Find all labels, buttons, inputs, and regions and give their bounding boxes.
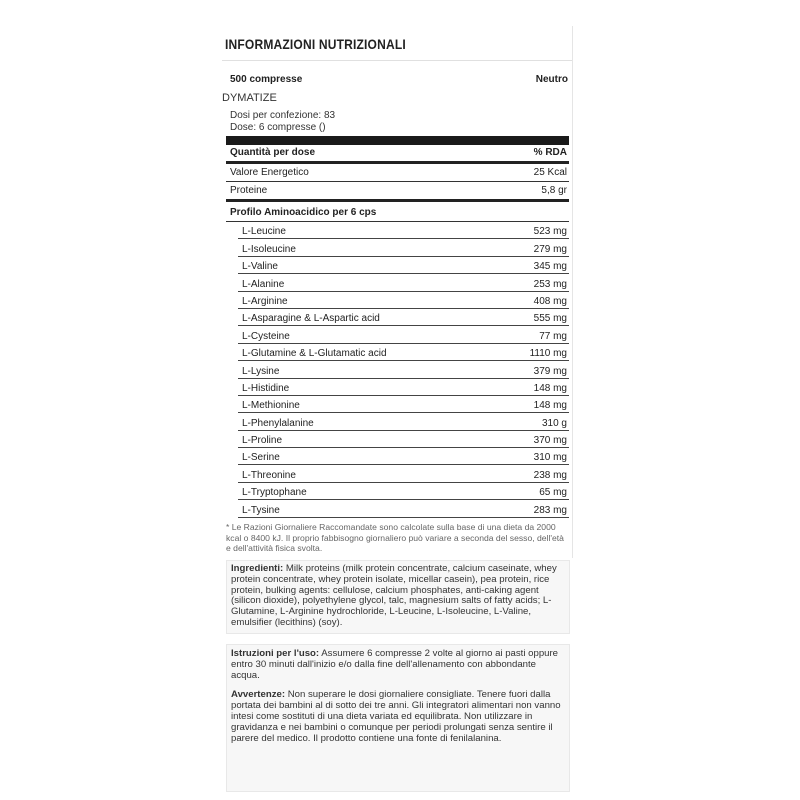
package-size: 500 compresse [230,74,303,85]
instructions-text: Assumere 6 compresse 2 volte al giorno ai pasti oppure entro 30 minuti dall'inizio e/o dalla fine dell'allenamento con abbondante acqua. [231,648,559,681]
package-row [230,74,568,85]
amino-value: 148 mg [533,400,567,412]
amino-row [238,239,569,256]
amino-row [238,413,569,430]
label-title: INFORMAZIONI NUTRIZIONALI [225,36,406,52]
amino-row [238,483,569,500]
amino-row [238,344,569,361]
protein-divider [226,199,569,202]
instructions-paragraph [231,648,565,681]
amino-name: L-Cysteine [242,330,290,342]
amino-name: L-Alanine [242,278,285,290]
dose-info: Dose: 6 compresse () [230,122,326,133]
energy-label: Valore Energetico [230,167,309,178]
amino-value: 310 mg [533,452,567,464]
amino-value: 523 mg [533,226,567,238]
title-divider [222,60,572,61]
footnote: * Le Razioni Giornaliere Raccomandate sono calcolate sulla base di una dieta da 2000 kcal o 8400 kJ. Il proprio fabbisogno giornaliero può variare a seconda del sesso, dell'età e dell'attività fisica svolta. [226,522,564,553]
amino-name: L-Asparagine & L-Aspartic acid [242,313,380,325]
amino-row [238,500,569,517]
amino-value: 148 mg [533,382,567,394]
protein-value: 5,8 gr [541,185,567,196]
amino-row [238,257,569,274]
ingredients-box [226,560,570,634]
header-bar [226,136,569,145]
amino-row [238,448,569,465]
amino-name: L-Phenylalanine [242,417,314,429]
row-divider [226,181,569,182]
amino-name: L-Tysine [242,504,280,516]
amino-value: 408 mg [533,295,567,307]
energy-row [226,167,569,178]
amino-header-label: Profilo Aminoacidico per 6 cps [230,207,377,218]
protein-label: Proteine [230,185,268,196]
servings-per-pack: Dosi per confezione: 83 [230,110,336,121]
protein-row [226,185,569,196]
amino-row [238,396,569,413]
amino-name: L-Histidine [242,382,290,394]
amino-name: L-Tryptophane [242,487,307,499]
amino-value: 555 mg [533,313,567,325]
amino-row [238,379,569,396]
amino-name: L-Arginine [242,295,288,307]
amino-row [238,309,569,326]
amino-value: 1110 mg [529,348,567,360]
warning-text: Non superare le dosi giornaliere consigliate. Tenere fuori dalla portata dei bambini al di sotto dei tre anni. Gli integratori alimentari non vanno intesi come sostituti di una dieta variata ed equilibrata. Non utilizzare in gravidanza e nei bambini o comunque per periodi prolungati senza sentire il parere del medico. Il prodotto contiene una fonte di fenilalanina. [231,689,561,744]
amino-name: L-Isoleucine [242,243,296,255]
amino-name: L-Methionine [242,400,300,412]
amino-value: 379 mg [533,365,567,377]
amino-acid-list [238,222,569,518]
warning-paragraph [231,689,565,744]
amino-value: 77 mg [539,330,567,342]
amino-value: 283 mg [533,504,567,516]
energy-value: 25 Kcal [533,167,567,178]
ingredients-heading: Ingredienti: [231,563,284,574]
warning-heading: Avvertenze: [231,689,286,700]
amino-row [238,465,569,482]
amino-name: L-Valine [242,261,278,273]
nutrition-label [222,26,573,558]
table-header [226,147,569,158]
flavor: Neutro [535,74,568,85]
amino-value: 370 mg [533,435,567,447]
amino-row [238,292,569,309]
amino-value: 65 mg [539,487,567,499]
amino-name: L-Threonine [242,469,296,481]
table-header-right: % RDA [533,147,567,158]
amino-value: 238 mg [533,469,567,481]
amino-name: L-Serine [242,452,280,464]
ingredients-text: Milk proteins (milk protein concentrate, calcium caseinate, whey protein concentrate, whey protein isolate, micellar casein), pea protein, rice protein, bulking agents: cellulose, calcium phosphates, anti-caking agent (silicon dioxide), polyethylene glycol, talc, magnesium salts of fatty acids; L-Glutamine, L-Arginine hydrochloride, L-Leucine, L-Isoleucine, L-Valine, emulsifier (lecithins) (soy). [231,563,557,628]
amino-value: 253 mg [533,278,567,290]
amino-name: L-Proline [242,435,283,447]
amino-row [238,222,569,239]
amino-value: 345 mg [533,261,567,273]
amino-row [238,326,569,343]
instructions-heading: Istruzioni per l'uso: [231,648,320,659]
amino-row [238,274,569,291]
amino-name: L-Leucine [242,226,286,238]
amino-row [238,361,569,378]
amino-value: 279 mg [533,243,567,255]
amino-name: L-Glutamine & L-Glutamatic acid [242,348,387,360]
table-header-divider [226,161,569,164]
amino-header [226,207,569,218]
amino-name: L-Lysine [242,365,280,377]
amino-value: 310 g [541,417,567,429]
instructions-box [226,644,570,792]
brand-name: DYMATIZE [222,92,277,104]
table-header-left: Quantità per dose [230,147,316,158]
amino-row [238,431,569,448]
